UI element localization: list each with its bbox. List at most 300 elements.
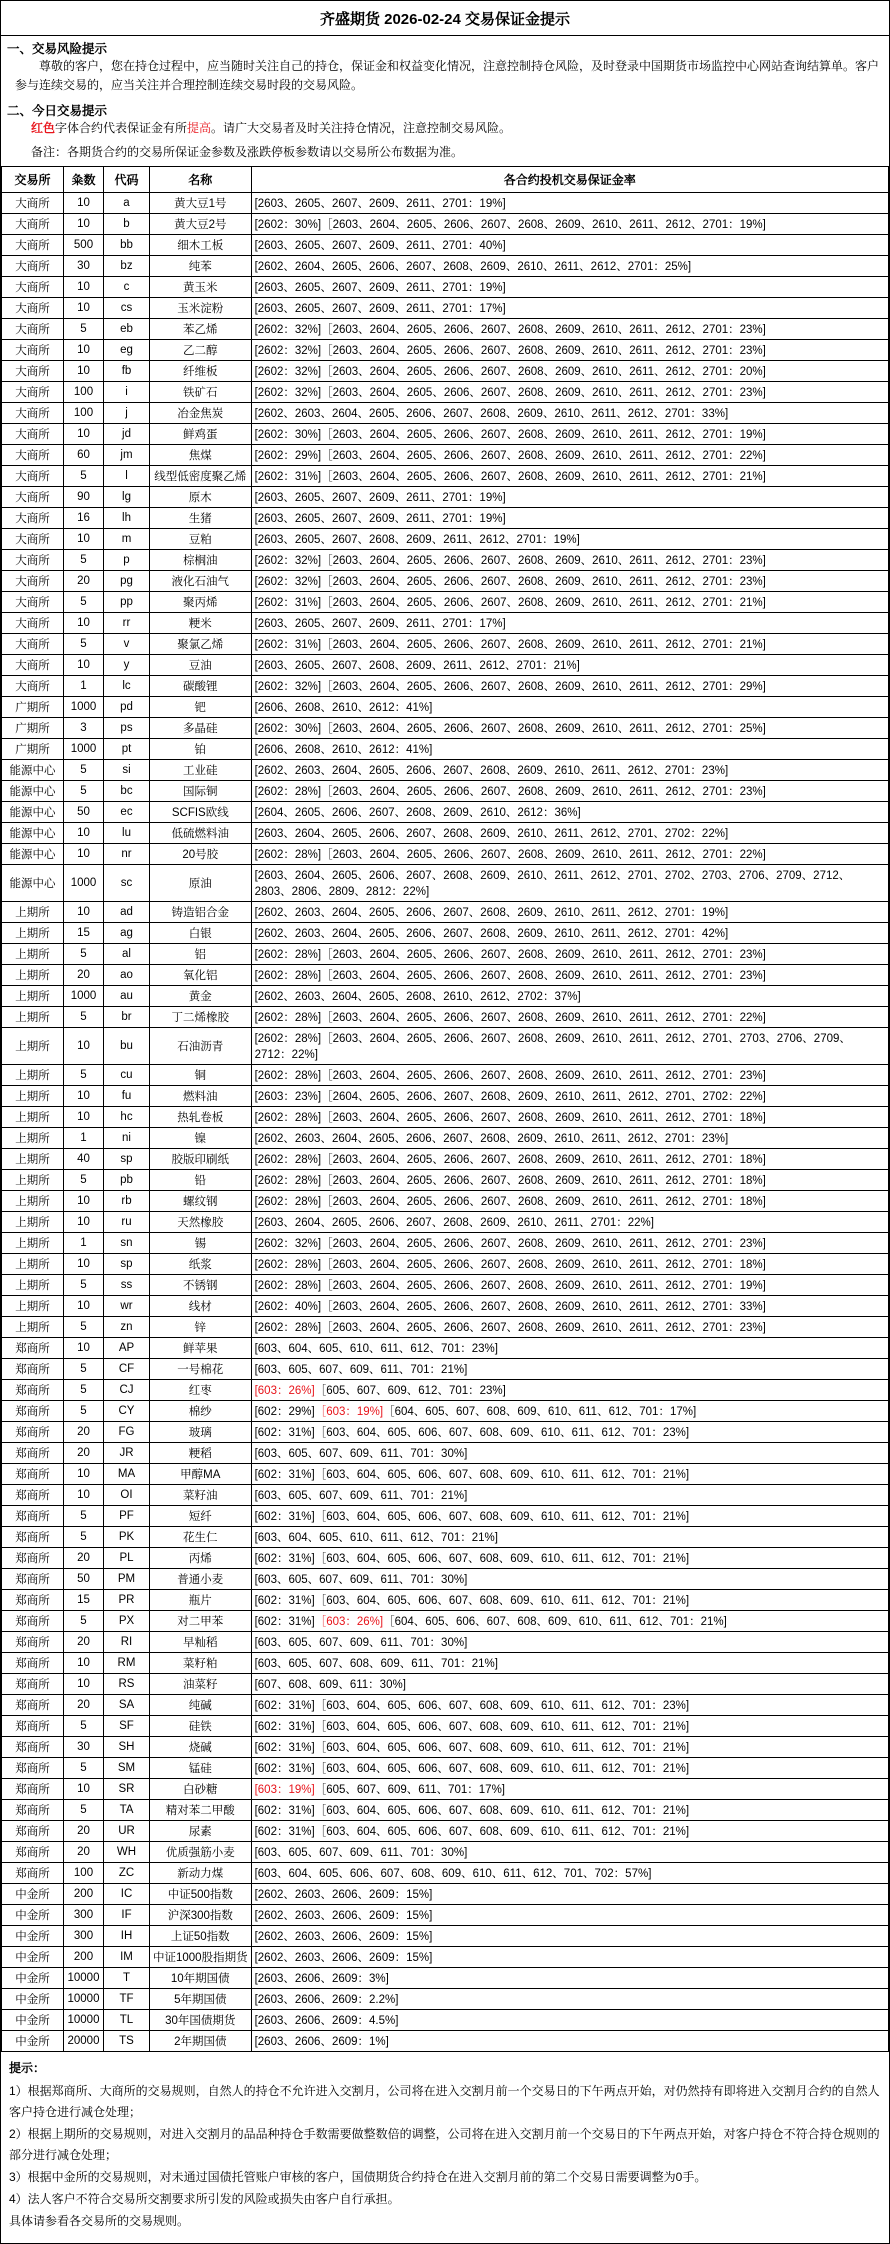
cell-code: zn	[104, 1316, 150, 1337]
cell-code: wr	[104, 1295, 150, 1316]
cell-lots: 10000	[64, 1988, 104, 2009]
cell-code: ec	[104, 801, 150, 822]
cell-code: fb	[104, 360, 150, 381]
cell-name: 镍	[150, 1127, 252, 1148]
table-row	[2, 780, 889, 801]
cell-code: bu	[104, 1027, 150, 1064]
table-row	[2, 1757, 889, 1778]
cell-rates	[251, 1505, 888, 1526]
cell-name: 白砂糖	[150, 1778, 252, 1799]
rate-segment: [2603：23%]［2604、2605、2606、2607、2608、2609、2610、2611、2612、2701、2702：22%]	[254, 1090, 766, 1103]
rate-segment: [602：31%]［603、604、605、606、607、608、609、610、611、612、701：21%]	[254, 1594, 690, 1607]
cell-rates	[251, 1027, 888, 1064]
cell-lots: 5	[64, 1274, 104, 1295]
cell-lots: 60	[64, 444, 104, 465]
cell-exchange: 大商所	[2, 528, 64, 549]
rate-segment: [2602、2603、2604、2605、2606、2607、2608、2609、2610、2611、2612、2701：33%]	[254, 407, 729, 420]
rate-segment: [2606、2608、2610、2612：41%]	[254, 743, 433, 756]
cell-code: fu	[104, 1085, 150, 1106]
rate-segment: [2602：28%]［2603、2604、2605、2606、2607、2608、2609、2610、2611、2612、2701：18%]	[254, 1258, 766, 1271]
cell-exchange: 大商所	[2, 591, 64, 612]
cell-name: 氧化铝	[150, 964, 252, 985]
cell-name: 生猪	[150, 507, 252, 528]
table-row	[2, 1190, 889, 1211]
cell-lots: 20	[64, 570, 104, 591]
cell-rates	[251, 654, 888, 675]
cell-rates	[251, 759, 888, 780]
cell-rates	[251, 943, 888, 964]
today-section-text	[1, 119, 889, 142]
cell-rates	[251, 360, 888, 381]
cell-lots: 5	[64, 759, 104, 780]
cell-rates	[251, 675, 888, 696]
cell-rates	[251, 1694, 888, 1715]
cell-rates	[251, 901, 888, 922]
cell-name: 黄大豆1号	[150, 192, 252, 213]
table-row	[2, 1064, 889, 1085]
cell-lots: 100	[64, 402, 104, 423]
table-row	[2, 1295, 889, 1316]
cell-code: nr	[104, 843, 150, 864]
cell-exchange: 中金所	[2, 1925, 64, 1946]
cell-rates	[251, 922, 888, 943]
cell-name: 纯苯	[150, 255, 252, 276]
cell-code: au	[104, 985, 150, 1006]
cell-rates	[251, 1442, 888, 1463]
cell-lots: 30	[64, 255, 104, 276]
cell-exchange: 上期所	[2, 1106, 64, 1127]
cell-exchange: 能源中心	[2, 843, 64, 864]
rate-segment: [2602：31%]［2603、2604、2605、2606、2607、2608、2609、2610、2611、2612、2701：21%]	[254, 470, 766, 483]
rate-segment: [2603、2605、2607、2609、2611、2701：19%]	[254, 281, 506, 294]
cell-exchange: 郑商所	[2, 1715, 64, 1736]
rate-segment: [2602：30%]［2603、2604、2605、2606、2607、2608、2609、2610、2611、2612、2701：25%]	[254, 722, 766, 735]
cell-exchange: 上期所	[2, 943, 64, 964]
cell-name: 尿素	[150, 1820, 252, 1841]
cell-code: SF	[104, 1715, 150, 1736]
cell-name: 豆油	[150, 654, 252, 675]
table-row	[2, 1610, 889, 1631]
cell-lots: 50	[64, 1568, 104, 1589]
cell-name: 铂	[150, 738, 252, 759]
cell-name: 苯乙烯	[150, 318, 252, 339]
cell-lots: 15	[64, 922, 104, 943]
cell-name: 黄玉米	[150, 276, 252, 297]
table-row	[2, 465, 889, 486]
cell-rates	[251, 549, 888, 570]
rate-segment: [2602：28%]［2603、2604、2605、2606、2607、2608、2609、2610、2611、2612、2701：23%]	[254, 969, 766, 982]
cell-lots: 10	[64, 297, 104, 318]
cell-name: 纯碱	[150, 1694, 252, 1715]
table-row	[2, 943, 889, 964]
cell-lots: 5	[64, 1316, 104, 1337]
rate-segment: ［604、605、606、607、608、609、610、611、612、701：21%]	[383, 1615, 727, 1628]
cell-rates	[251, 1106, 888, 1127]
cell-rates	[251, 1337, 888, 1358]
cell-code: ni	[104, 1127, 150, 1148]
cell-name: 菜籽粕	[150, 1652, 252, 1673]
cell-name: 早籼稻	[150, 1631, 252, 1652]
cell-exchange: 郑商所	[2, 1610, 64, 1631]
table-row	[2, 1421, 889, 1442]
cell-name: 燃料油	[150, 1085, 252, 1106]
cell-name: 工业硅	[150, 759, 252, 780]
cell-code: pd	[104, 696, 150, 717]
cell-name: 原油	[150, 864, 252, 901]
cell-name: 碳酸锂	[150, 675, 252, 696]
cell-rates	[251, 192, 888, 213]
cell-name: 铁矿石	[150, 381, 252, 402]
cell-name: 胶版印刷纸	[150, 1148, 252, 1169]
rate-segment: [2602、2603、2604、2605、2608、2610、2612、2702：37%]	[254, 990, 581, 1003]
cell-name: 2年期国债	[150, 2030, 252, 2051]
cell-lots: 1000	[64, 985, 104, 1006]
cell-code: OI	[104, 1484, 150, 1505]
table-row	[2, 612, 889, 633]
cell-exchange: 郑商所	[2, 1463, 64, 1484]
cell-rates	[251, 1862, 888, 1883]
cell-code: jd	[104, 423, 150, 444]
cell-lots: 50	[64, 801, 104, 822]
cell-name: 一号棉花	[150, 1358, 252, 1379]
cell-exchange: 中金所	[2, 2009, 64, 2030]
cell-rates	[251, 1736, 888, 1757]
rate-segment: [2602：32%]［2603、2604、2605、2606、2607、2608、2609、2610、2611、2612、2701：23%]	[254, 323, 766, 336]
cell-lots: 10	[64, 213, 104, 234]
cell-rates	[251, 1778, 888, 1799]
cell-rates	[251, 1421, 888, 1442]
rate-segment: [2603、2605、2607、2609、2611、2701：19%]	[254, 197, 506, 210]
cell-exchange: 郑商所	[2, 1505, 64, 1526]
cell-lots: 1000	[64, 738, 104, 759]
cell-exchange: 上期所	[2, 1169, 64, 1190]
table-row	[2, 255, 889, 276]
rate-segment: [603、605、607、609、611、701：30%]	[254, 1447, 468, 1460]
cell-exchange: 郑商所	[2, 1862, 64, 1883]
cell-code: ss	[104, 1274, 150, 1295]
cell-rates	[251, 318, 888, 339]
cell-name: 新动力煤	[150, 1862, 252, 1883]
rate-segment: [2602、2603、2604、2605、2606、2607、2608、2609、2610、2611、2612、2701：23%]	[254, 764, 729, 777]
red-label: 红色	[31, 121, 56, 136]
cell-code: lu	[104, 822, 150, 843]
cell-exchange: 广期所	[2, 696, 64, 717]
rate-segment: [603、604、605、606、607、608、609、610、611、612、701、702：57%]	[254, 1867, 652, 1880]
rate-segment: [602：31%]［603、604、605、606、607、608、609、610、611、612、701：21%]	[254, 1720, 690, 1733]
cell-exchange: 上期所	[2, 1190, 64, 1211]
table-row	[2, 1148, 889, 1169]
cell-rates	[251, 738, 888, 759]
table-row	[2, 381, 889, 402]
rate-segment: [2603、2605、2607、2608、2609、2611、2612、2701：19%]	[254, 533, 580, 546]
cell-name: 硅铁	[150, 1715, 252, 1736]
cell-rates	[251, 1127, 888, 1148]
risk-section-heading: 一、交易风险提示	[7, 42, 108, 56]
rate-segment: [603、604、605、610、611、612、701：21%]	[254, 1531, 498, 1544]
cell-code: IM	[104, 1946, 150, 1967]
cell-code: ad	[104, 901, 150, 922]
cell-code: TS	[104, 2030, 150, 2051]
rate-segment: [602：31%]［603、604、605、606、607、608、609、610、611、612、701：21%]	[254, 1510, 690, 1523]
cell-rates	[251, 1988, 888, 2009]
cell-name: 花生仁	[150, 1526, 252, 1547]
cell-name: 短纤	[150, 1505, 252, 1526]
footer-note-1: 1）根据郑商所、大商所的交易规则，自然人的持仓不允许进入交割月，公司将在进入交割月前一个交易日的下午两点开始，对仍然持有即将进入交割月合约的自然人客户持仓进行减仓处理；	[9, 2083, 880, 2119]
th-name: 名称	[150, 166, 252, 192]
cell-exchange: 郑商所	[2, 1568, 64, 1589]
rate-segment: [2602：28%]［2603、2604、2605、2606、2607、2608、2609、2610、2611、2612、2701：18%]	[254, 1153, 766, 1166]
table-row	[2, 1442, 889, 1463]
rate-segment: [2602：28%]［2603、2604、2605、2606、2607、2608、2609、2610、2611、2612、2701：23%]	[254, 1069, 766, 1082]
cell-name: 螺纹钢	[150, 1190, 252, 1211]
cell-exchange: 大商所	[2, 549, 64, 570]
cell-exchange: 大商所	[2, 255, 64, 276]
cell-exchange: 中金所	[2, 1967, 64, 1988]
table-row	[2, 1799, 889, 1820]
cell-lots: 100	[64, 381, 104, 402]
cell-rates	[251, 780, 888, 801]
cell-lots: 200	[64, 1883, 104, 1904]
cell-rates	[251, 1295, 888, 1316]
cell-lots: 500	[64, 234, 104, 255]
table-row	[2, 1820, 889, 1841]
th-lots: 粂数	[64, 166, 104, 192]
table-row	[2, 297, 889, 318]
table-row	[2, 1778, 889, 1799]
th-exchange: 交易所	[2, 166, 64, 192]
rate-segment: [2602：28%]［2603、2604、2605、2606、2607、2608、2609、2610、2611、2612、2701：19%]	[254, 1279, 766, 1292]
table-row	[2, 801, 889, 822]
cell-rates	[251, 444, 888, 465]
cell-name: 天然橡胶	[150, 1211, 252, 1232]
cell-name: 鲜鸡蛋	[150, 423, 252, 444]
cell-rates	[251, 1169, 888, 1190]
today-text-b: 字体合约代表保证金有所	[55, 121, 188, 136]
cell-exchange: 郑商所	[2, 1589, 64, 1610]
cell-exchange: 中金所	[2, 1946, 64, 1967]
cell-lots: 5	[64, 1610, 104, 1631]
cell-name: 玉米淀粉	[150, 297, 252, 318]
cell-code: CF	[104, 1358, 150, 1379]
cell-code: rb	[104, 1190, 150, 1211]
table-row	[2, 1526, 889, 1547]
cell-code: si	[104, 759, 150, 780]
rate-segment: [2603、2605、2607、2608、2609、2611、2612、2701：21%]	[254, 659, 580, 672]
rate-segment: [2602：28%]［2603、2604、2605、2606、2607、2608、2609、2610、2611、2612、2701：22%]	[254, 1011, 766, 1024]
rate-segment: [2602、2603、2606、2609：15%]	[254, 1951, 433, 1964]
table-row	[2, 1211, 889, 1232]
cell-exchange: 上期所	[2, 1148, 64, 1169]
cell-exchange: 大商所	[2, 318, 64, 339]
rate-segment: [602：29%]	[254, 1405, 315, 1418]
cell-code: al	[104, 943, 150, 964]
cell-name: 原木	[150, 486, 252, 507]
rate-segment: [602：31%]［603、604、605、606、607、608、609、610、611、612、701：21%]	[254, 1804, 690, 1817]
rate-segment: [2606、2608、2610、2612：41%]	[254, 701, 433, 714]
table-row	[2, 507, 889, 528]
cell-lots: 5	[64, 465, 104, 486]
cell-exchange: 上期所	[2, 901, 64, 922]
cell-code: AP	[104, 1337, 150, 1358]
table-row	[2, 318, 889, 339]
rate-segment-raised: ［603：26%]	[314, 1615, 384, 1628]
rate-segment: [2602：32%]［2603、2604、2605、2606、2607、2608、2609、2610、2611、2612、2701：29%]	[254, 680, 766, 693]
cell-code: TL	[104, 2009, 150, 2030]
table-row	[2, 1862, 889, 1883]
cell-code: TF	[104, 1988, 150, 2009]
cell-exchange: 郑商所	[2, 1379, 64, 1400]
cell-exchange: 上期所	[2, 922, 64, 943]
cell-rates	[251, 2009, 888, 2030]
cell-rates	[251, 402, 888, 423]
footer-note-5: 具体请参看各交易所的交易规则。	[9, 2213, 190, 2228]
rate-segment: [2602：28%]［2603、2604、2605、2606、2607、2608、2609、2610、2611、2612、2701：18%]	[254, 1195, 766, 1208]
cell-code: PK	[104, 1526, 150, 1547]
cell-code: j	[104, 402, 150, 423]
cell-exchange: 大商所	[2, 465, 64, 486]
th-rates: 各合约投机交易保证金率	[251, 166, 888, 192]
cell-code: PR	[104, 1589, 150, 1610]
cell-code: SA	[104, 1694, 150, 1715]
cell-name: 烧碱	[150, 1736, 252, 1757]
cell-lots: 5	[64, 1358, 104, 1379]
cell-rates	[251, 1400, 888, 1421]
cell-name: 粳稻	[150, 1442, 252, 1463]
cell-rates	[251, 1484, 888, 1505]
rate-segment: [2603、2605、2607、2609、2611、2701：17%]	[254, 302, 506, 315]
cell-code: PL	[104, 1547, 150, 1568]
cell-exchange: 上期所	[2, 1274, 64, 1295]
cell-rates	[251, 570, 888, 591]
cell-lots: 1	[64, 1232, 104, 1253]
cell-rates	[251, 1652, 888, 1673]
table-row	[2, 717, 889, 738]
table-row	[2, 360, 889, 381]
cell-lots: 5	[64, 943, 104, 964]
cell-code: p	[104, 549, 150, 570]
cell-code: sc	[104, 864, 150, 901]
cell-rates	[251, 423, 888, 444]
cell-rates	[251, 1547, 888, 1568]
cell-code: cs	[104, 297, 150, 318]
cell-lots: 300	[64, 1925, 104, 1946]
cell-exchange: 上期所	[2, 1295, 64, 1316]
cell-lots: 300	[64, 1904, 104, 1925]
cell-rates	[251, 1820, 888, 1841]
cell-exchange: 郑商所	[2, 1799, 64, 1820]
cell-exchange: 大商所	[2, 444, 64, 465]
cell-name: 液化石油气	[150, 570, 252, 591]
cell-rates	[251, 234, 888, 255]
table-row	[2, 1547, 889, 1568]
cell-code: eb	[104, 318, 150, 339]
cell-exchange: 大商所	[2, 402, 64, 423]
rate-segment: [2602：30%]［2603、2604、2605、2606、2607、2608、2609、2610、2611、2612、2701：19%]	[254, 428, 766, 441]
rate-segment: [2602：31%]［2603、2604、2605、2606、2607、2608、2609、2610、2611、2612、2701：21%]	[254, 638, 766, 651]
rate-segment: [603、605、607、609、611、701：21%]	[254, 1489, 468, 1502]
table-row	[2, 591, 889, 612]
cell-code: PF	[104, 1505, 150, 1526]
cell-rates	[251, 255, 888, 276]
cell-name: 精对苯二甲酸	[150, 1799, 252, 1820]
cell-code: TA	[104, 1799, 150, 1820]
today-text-raise: 提高	[187, 121, 212, 136]
table-row	[2, 1568, 889, 1589]
cell-code: ps	[104, 717, 150, 738]
cell-exchange: 上期所	[2, 1253, 64, 1274]
cell-lots: 20	[64, 1442, 104, 1463]
cell-rates	[251, 1316, 888, 1337]
cell-lots: 10	[64, 1463, 104, 1484]
table-row	[2, 1358, 889, 1379]
cell-rates	[251, 1148, 888, 1169]
table-row	[2, 528, 889, 549]
cell-lots: 5	[64, 1799, 104, 1820]
cell-rates	[251, 381, 888, 402]
cell-code: RS	[104, 1673, 150, 1694]
footer-note-3: 3）根据中金所的交易规则，对未通过国债托管账户审核的客户，国债期货合约持仓在进入交割月前的第二个交易日需要调整为0手。	[9, 2169, 707, 2184]
cell-exchange: 上期所	[2, 964, 64, 985]
rate-segment: [2602、2604、2605、2606、2607、2608、2609、2610、2611、2612、2701：25%]	[254, 260, 692, 273]
cell-lots: 200	[64, 1946, 104, 1967]
cell-lots: 10	[64, 1778, 104, 1799]
cell-exchange: 大商所	[2, 192, 64, 213]
cell-exchange: 上期所	[2, 1006, 64, 1027]
rate-segment: [2602：32%]［2603、2604、2605、2606、2607、2608、2609、2610、2611、2612、2701：23%]	[254, 386, 766, 399]
cell-rates	[251, 1799, 888, 1820]
cell-rates	[251, 507, 888, 528]
table-row	[2, 1337, 889, 1358]
cell-exchange: 郑商所	[2, 1421, 64, 1442]
cell-exchange: 郑商所	[2, 1358, 64, 1379]
cell-exchange: 能源中心	[2, 759, 64, 780]
cell-code: pp	[104, 591, 150, 612]
cell-rates	[251, 1526, 888, 1547]
cell-rates	[251, 964, 888, 985]
cell-exchange: 大商所	[2, 423, 64, 444]
cell-exchange: 中金所	[2, 1883, 64, 1904]
cell-lots: 5	[64, 1400, 104, 1421]
cell-exchange: 大商所	[2, 570, 64, 591]
cell-rates	[251, 985, 888, 1006]
table-row	[2, 1484, 889, 1505]
table-row	[2, 1841, 889, 1862]
cell-code: IF	[104, 1904, 150, 1925]
cell-exchange: 上期所	[2, 1085, 64, 1106]
table-row	[2, 1316, 889, 1337]
cell-rates	[251, 1841, 888, 1862]
rate-segment: [2602：29%]［2603、2604、2605、2606、2607、2608、2609、2610、2611、2612、2701：22%]	[254, 449, 766, 462]
cell-exchange: 大商所	[2, 486, 64, 507]
cell-lots: 100	[64, 1862, 104, 1883]
cell-rates	[251, 1673, 888, 1694]
cell-exchange: 能源中心	[2, 864, 64, 901]
cell-code: jm	[104, 444, 150, 465]
cell-rates	[251, 486, 888, 507]
table-row	[2, 570, 889, 591]
cell-lots: 10	[64, 1211, 104, 1232]
rate-segment: [602：31%]［603、604、605、606、607、608、609、610、611、612、701：23%]	[254, 1426, 690, 1439]
table-row	[2, 1652, 889, 1673]
rate-segment-raised: ［603：19%]	[314, 1405, 384, 1418]
cell-name: 线型低密度聚乙烯	[150, 465, 252, 486]
table-row	[2, 1505, 889, 1526]
cell-lots: 10	[64, 1652, 104, 1673]
cell-exchange: 能源中心	[2, 801, 64, 822]
cell-exchange: 大商所	[2, 213, 64, 234]
cell-code: ao	[104, 964, 150, 985]
cell-exchange: 郑商所	[2, 1631, 64, 1652]
